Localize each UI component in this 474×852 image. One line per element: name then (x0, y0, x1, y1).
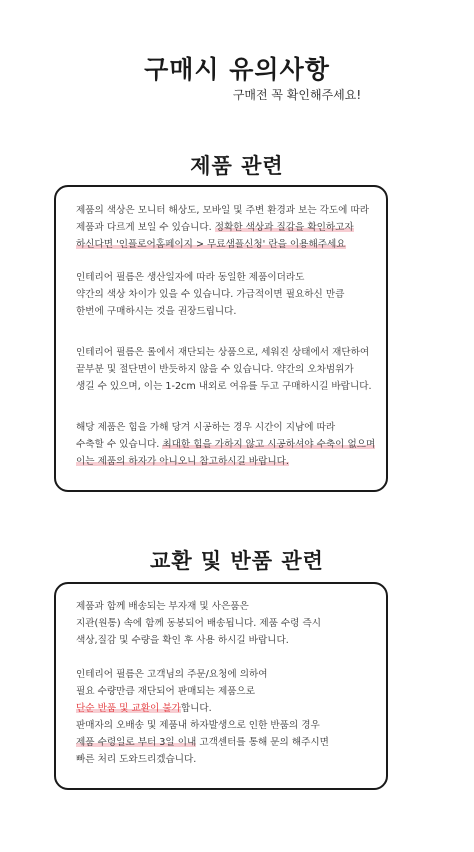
return-policy-paragraph (76, 666, 376, 768)
text-segment: 제품과 다르게 보일 수 있습니다. (76, 222, 212, 233)
shipping-contents-paragraph (76, 598, 376, 649)
highlighted-text: 이는 제품의 하자가 아니오니 참고하시길 바랍니다. (76, 456, 289, 467)
text-line: 제품의 색상은 모니터 해상도, 모바일 및 주변 환경과 보는 각도에 따라 (76, 205, 370, 216)
product-notice-box (54, 185, 388, 492)
cutting-paragraph (76, 344, 376, 395)
text-line: 생길 수 있으며, 이는 1-2cm 내외로 여유를 두고 구매하시길 바랍니다. (76, 381, 372, 392)
exchange-notice-box (54, 582, 388, 790)
product-section-title: 제품 관련 (190, 154, 284, 178)
text-line: 제품과 함께 배송되는 부자재 및 사은품은 (76, 601, 249, 612)
highlighted-text: 정확한 색상과 질감을 확인하고자 (214, 222, 354, 233)
highlighted-text: 하신다면 '인플로어홈페이지 > 무료샘플신청' 란을 이용해주세요 (76, 239, 346, 250)
production-date-paragraph (76, 269, 376, 320)
return-deadline-highlight: 제품 수령일로 부터 3일 이내 (76, 737, 197, 748)
text-line: 색상,질감 및 수량을 확인 후 사용 하시길 바랍니다. (76, 635, 289, 646)
text-line: 필요 수량만큼 재단되어 판매되는 제품으로 (76, 686, 256, 697)
text-segment: 수축할 수 있습니다. (76, 439, 160, 450)
highlighted-text: 최대한 힘을 가하지 않고 시공하셔야 수축이 없으며 (162, 439, 376, 450)
text-line: 약간의 색상 차이가 있을 수 있습니다. 가급적이면 필요하신 만큼 (76, 289, 345, 300)
text-line: 판매자의 오배송 및 제품내 하자발생으로 인한 반품의 경우 (76, 720, 320, 731)
page-subtitle: 구매전 꼭 확인해주세요! (232, 88, 362, 102)
text-line: 빠른 처리 도와드리겠습니다. (76, 754, 197, 765)
text-line (76, 219, 376, 236)
text-line: 해당 제품은 힘을 가해 당겨 시공하는 경우 시간이 지남에 따라 (76, 422, 336, 433)
page-title: 구매시 유의사항 (144, 55, 330, 84)
text-line: 인테리어 필름은 롤에서 재단되는 상품으로, 세워진 상태에서 재단하여 (76, 347, 370, 358)
text-line (76, 436, 376, 453)
text-segment: 합니다. (180, 703, 212, 714)
text-line: 인테리어 필름은 고객님의 주문/요청에 의하여 (76, 669, 268, 680)
text-line (76, 734, 376, 751)
no-return-warning: 단순 반품 및 교환이 불가 (76, 703, 181, 714)
text-line: 인테리어 필름은 생산일자에 따라 동일한 제품이더라도 (76, 272, 305, 283)
text-line (76, 453, 376, 470)
exchange-section-title: 교환 및 반품 관련 (150, 549, 324, 573)
text-line: 끝부분 및 절단면이 반듯하지 않을 수 있습니다. 약간의 오차범위가 (76, 364, 354, 375)
text-line: 지관(원통) 속에 함께 동봉되어 배송됩니다. 제품 수령 즉시 (76, 618, 322, 629)
shrinkage-paragraph (76, 419, 376, 470)
text-line (76, 236, 376, 253)
text-line (76, 700, 376, 717)
color-difference-paragraph (76, 202, 376, 253)
text-segment: 고객센터를 통해 문의 해주시면 (199, 737, 329, 748)
text-line: 한번에 구매하시는 것을 권장드립니다. (76, 306, 237, 317)
